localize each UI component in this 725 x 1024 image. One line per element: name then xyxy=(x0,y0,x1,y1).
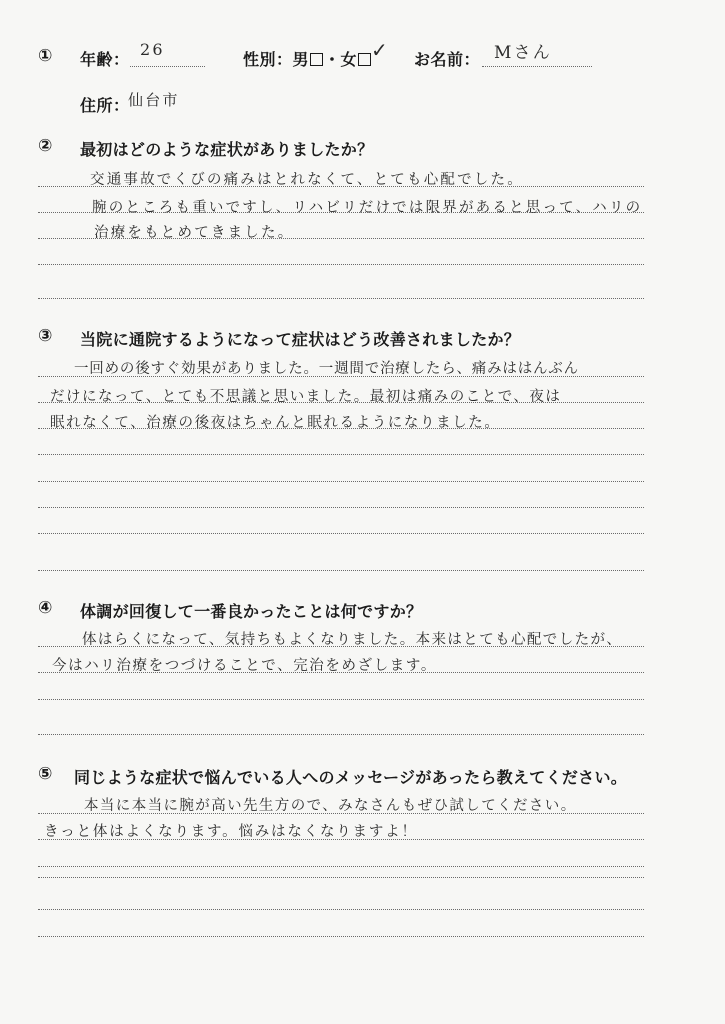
gender-field xyxy=(243,47,372,70)
q3-answer-line-rule-1 xyxy=(38,376,644,377)
q2-answer-line-2: 腕のところも重いですし、リハビリだけでは限界があると思って、ハリの xyxy=(92,200,643,216)
question-number-3: ③ xyxy=(38,326,53,346)
address-label: 住所： xyxy=(80,96,130,115)
q3-answer-line-rule-6 xyxy=(38,507,644,508)
question-5-text: 同じような症状で悩んでいる人へのメッセージがあったら教えてください。 xyxy=(74,768,628,787)
q3-answer-line-rule-5 xyxy=(38,481,644,482)
q4-answer-line-2: 今はハリ治療をつづけることで、完治をめざします。 xyxy=(52,658,437,674)
q4-answer-line-rule-3 xyxy=(38,699,644,700)
gender-separator: ・ xyxy=(324,50,341,69)
question-number-4: ④ xyxy=(38,598,53,618)
q2-answer-line-rule-5 xyxy=(38,298,644,299)
age-dotted-line xyxy=(130,66,205,67)
q5-answer-line-rule-5 xyxy=(38,909,644,910)
q3-answer-line-3: 眠れなくて、治療の後夜はちゃんと眠れるようになりました。 xyxy=(50,415,501,431)
q3-answer-line-1: 一回めの後すぐ効果がありました。一週間で治療したら、痛みははんぶん xyxy=(74,361,579,377)
name-dotted-line xyxy=(482,66,592,67)
q5-answer-line-rule-1 xyxy=(38,813,644,814)
q3-answer-line-rule-7 xyxy=(38,533,644,534)
q4-answer-line-1: 体はらくになって、気持ちもよくなりました。本来はとても心配でしたが、 xyxy=(82,632,623,648)
gender-female-checkbox xyxy=(358,53,371,66)
question-4-text: 体調が回復して一番良かったことは何ですか？ xyxy=(80,602,423,621)
q5-answer-line-1: 本当に本当に腕が高い先生方ので、みなさんもぜひ試してください。 xyxy=(84,798,577,814)
q2-answer-line-rule-3 xyxy=(38,238,644,239)
gender-female-label: 女 xyxy=(340,50,358,69)
gender-male-checkbox xyxy=(310,53,323,66)
name-value: Mさん xyxy=(494,43,553,63)
question-number-2: ② xyxy=(38,136,53,156)
q3-answer-line-rule-4 xyxy=(38,454,644,455)
q4-answer-line-rule-2 xyxy=(38,672,644,673)
q2-answer-line-rule-1 xyxy=(38,186,644,187)
question-number-5: ⑤ xyxy=(38,764,53,784)
gender-male-label: 男 xyxy=(292,50,310,69)
q5-answer-line-rule-3 xyxy=(38,866,644,867)
q3-answer-line-2: だけになって、とても不思議と思いました。最初は痛みのことで、夜は xyxy=(50,389,562,405)
q5-answer-line-2: きっと体はよくなります。悩みはなくなりますよ！ xyxy=(44,824,418,840)
age-value: 26 xyxy=(140,40,165,59)
q5-answer-line-rule-6 xyxy=(38,936,644,937)
question-3-text: 当院に通院するようになって症状はどう改善されましたか？ xyxy=(80,330,521,349)
q3-answer-line-rule-3 xyxy=(38,428,644,429)
age-label: 年齢： xyxy=(80,50,130,69)
q4-answer-line-rule-1 xyxy=(38,646,644,647)
name-label: お名前： xyxy=(414,50,481,69)
question-2-text: 最初はどのような症状がありましたか？ xyxy=(80,140,374,159)
address-value: 仙台市 xyxy=(128,91,180,109)
q5-answer-line-rule-2 xyxy=(38,839,644,840)
q2-answer-line-3: 治療をもとめてきました。 xyxy=(94,225,295,241)
q4-answer-line-rule-4 xyxy=(38,734,644,735)
q3-answer-line-rule-2 xyxy=(38,402,644,403)
q2-answer-line-rule-4 xyxy=(38,264,644,265)
q3-answer-line-rule-8 xyxy=(38,570,644,571)
q2-answer-line-rule-2 xyxy=(38,212,644,213)
gender-female-checkmark: ✓ xyxy=(371,38,388,62)
question-number-1: ① xyxy=(38,46,53,66)
q2-answer-line-1: 交通事故でくびの痛みはとれなくて、とても心配でした。 xyxy=(90,172,524,188)
q5-answer-line-rule-4 xyxy=(38,877,644,878)
gender-label: 性別： xyxy=(243,50,293,69)
